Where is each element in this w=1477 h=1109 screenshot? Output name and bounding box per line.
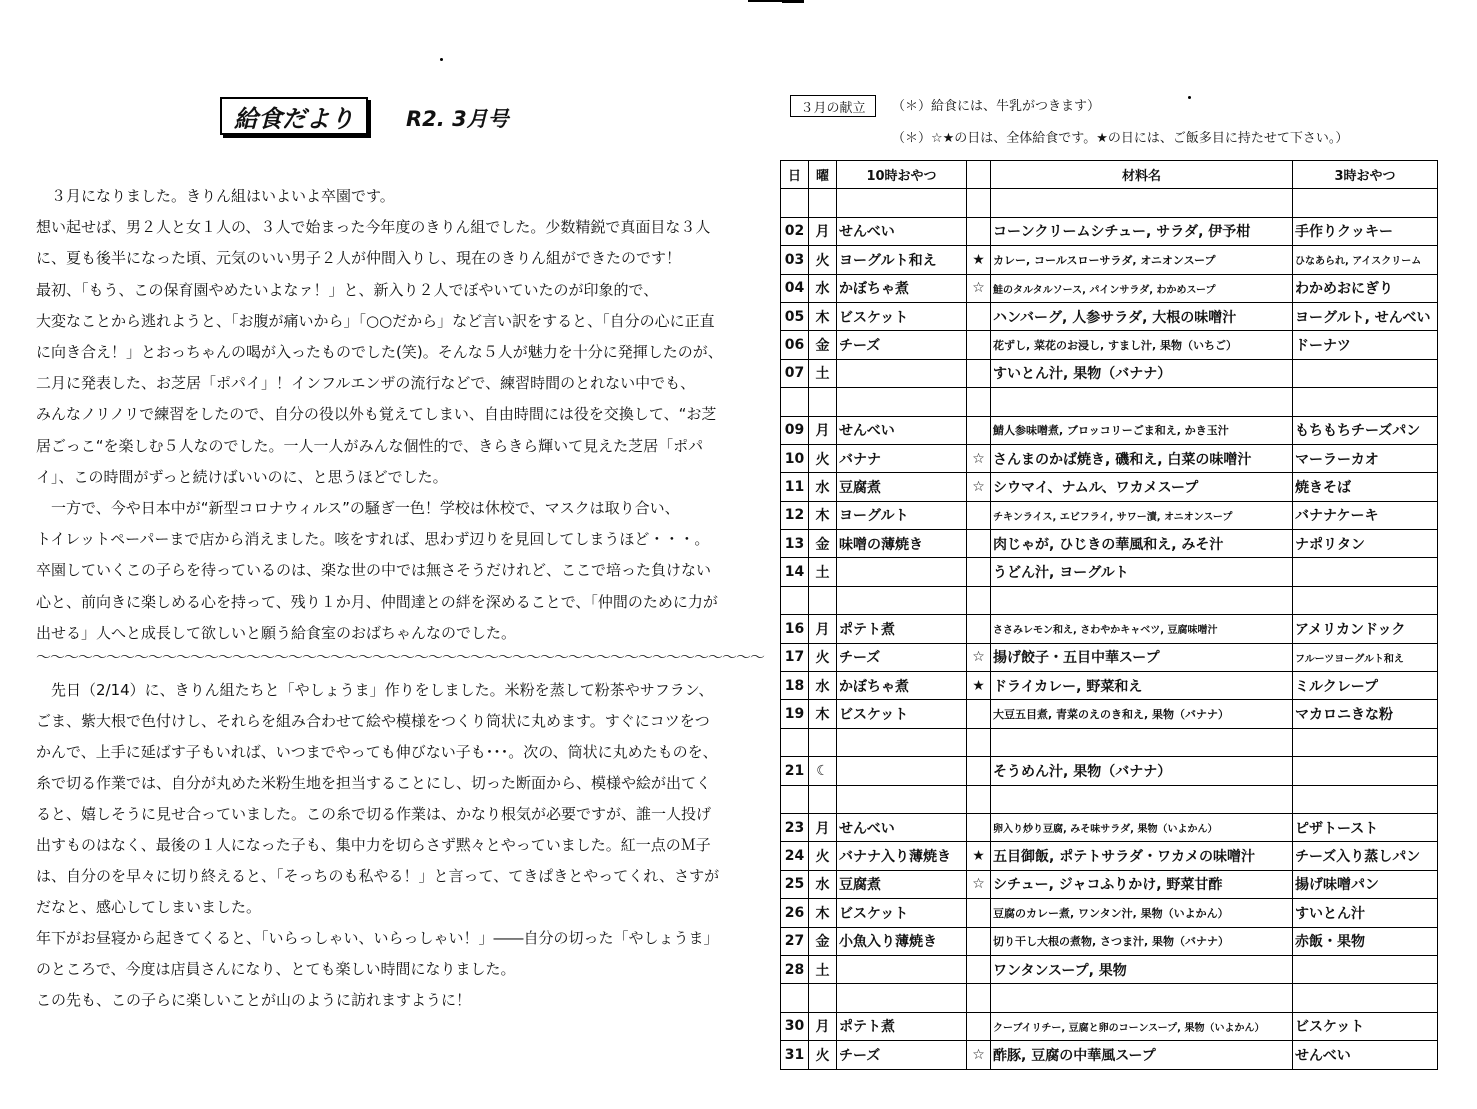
afternoon-snack-cell [1293, 984, 1438, 1012]
afternoon-snack-cell: フルーツヨーグルト和え [1293, 643, 1438, 671]
ingredients-cell: カレー, コールスローサラダ, オニオンスープ [991, 246, 1293, 274]
mark-cell [967, 388, 991, 416]
afternoon-snack-cell [1293, 586, 1438, 614]
weekday-cell: 土 [809, 955, 837, 983]
afternoon-snack-cell: 揚げ味噌パン [1293, 870, 1438, 898]
mark-cell [967, 899, 991, 927]
article-line: 想い起せば、男２人と女１人の、３人で始まった今年度のきりん組でした。少数精鋭で真面目な３人 [36, 218, 711, 237]
day-cell: 26 [781, 899, 809, 927]
day-cell: 13 [781, 530, 809, 558]
weekday-cell: 月 [809, 615, 837, 643]
morning-snack-cell: ビスケット [837, 899, 967, 927]
morning-snack-cell: ビスケット [837, 700, 967, 728]
menu-row [781, 813, 1438, 841]
article-line: 先日（2/14）に、きりん組たちと「やしょうま」作りをしました。米粉を蒸して粉茶やサフラン、 [36, 681, 714, 699]
ingredients-cell: 切り干し大根の煮物, さつま汁, 果物（バナナ） [991, 927, 1293, 955]
header-morning-snack: 10時おやつ [837, 161, 967, 189]
weekday-cell [809, 728, 837, 756]
morning-snack-cell [837, 586, 967, 614]
ingredients-cell: すいとん汁, 果物（バナナ） [991, 359, 1293, 387]
menu-row [781, 728, 1438, 756]
ingredients-cell: シウマイ、ナムル、ワカメスープ [991, 473, 1293, 501]
morning-snack-cell [837, 785, 967, 813]
mark-cell: ★ [967, 246, 991, 274]
morning-snack-cell: ヨーグルト和え [837, 246, 967, 274]
article-line: 心と、前向きに楽しめる心を持って、残り１か月、仲間達との絆を深めることで、「仲間のために力が [36, 592, 718, 611]
mark-cell [967, 586, 991, 614]
morning-snack-cell: 豆腐煮 [837, 870, 967, 898]
day-cell [781, 189, 809, 217]
afternoon-snack-cell: ドーナツ [1293, 331, 1438, 359]
star-note: （＊）☆★の日は、全体給食です。★の日には、ご飯多目に持たせて下さい。） [892, 131, 1349, 146]
article-line: ると、嬉しそうに見せ合っていました。この糸で切る作業は、かなり根気が必要ですが、誰一人投げ [36, 805, 712, 823]
day-cell: 18 [781, 672, 809, 700]
newsletter-page [36, 0, 765, 1109]
ingredients-cell: 豆腐のカレー煮, ワンタン汁, 果物（いよかん） [991, 899, 1293, 927]
weekday-cell: 火 [809, 246, 837, 274]
mark-cell [967, 331, 991, 359]
morning-snack-cell: かぼちゃ煮 [837, 672, 967, 700]
newsletter-title: 給食だより [220, 97, 368, 135]
morning-snack-cell: せんべい [837, 416, 967, 444]
afternoon-snack-cell: ミルクレープ [1293, 672, 1438, 700]
day-cell: 03 [781, 246, 809, 274]
menu-row [781, 359, 1438, 387]
menu-row [781, 1012, 1438, 1040]
mark-cell [967, 558, 991, 586]
menu-row [781, 586, 1438, 614]
menu-label: ３月の献立 [790, 95, 876, 117]
ingredients-cell: ワンタンスープ, 果物 [991, 955, 1293, 983]
day-cell [781, 586, 809, 614]
afternoon-snack-cell: もちもちチーズパン [1293, 416, 1438, 444]
mark-cell [967, 359, 991, 387]
afternoon-snack-cell: 手作りクッキー [1293, 217, 1438, 245]
afternoon-snack-cell: 赤飯・果物 [1293, 927, 1438, 955]
afternoon-snack-cell: 焼きそば [1293, 473, 1438, 501]
ingredients-cell: うどん汁, ヨーグルト [991, 558, 1293, 586]
morning-snack-cell: ポテト煮 [837, 615, 967, 643]
morning-snack-cell [837, 359, 967, 387]
mark-cell [967, 302, 991, 330]
weekday-cell: 水 [809, 870, 837, 898]
day-cell: 04 [781, 274, 809, 302]
menu-row [781, 302, 1438, 330]
ingredients-cell: 酢豚, 豆腐の中華風スープ [991, 1041, 1293, 1069]
afternoon-snack-cell: せんべい [1293, 1041, 1438, 1069]
ingredients-cell: そうめん汁, 果物（バナナ） [991, 757, 1293, 785]
day-cell: 11 [781, 473, 809, 501]
day-cell: 10 [781, 444, 809, 472]
day-cell: 02 [781, 217, 809, 245]
menu-row [781, 927, 1438, 955]
weekday-cell: 金 [809, 530, 837, 558]
article-line: 年下がお昼寝から起きてくると、「いらっしゃい、いらっしゃい！」――自分の切った「やしょうま」 [36, 929, 719, 947]
day-cell: 30 [781, 1012, 809, 1040]
day-cell: 06 [781, 331, 809, 359]
day-cell: 27 [781, 927, 809, 955]
ingredients-cell [991, 785, 1293, 813]
issue-label: R2. 3月号 [406, 107, 509, 131]
mark-cell [967, 615, 991, 643]
article-line: かんで、上手に延ばす子もいれば、いつまでやっても伸びない子も･･･。次の、筒状に丸めたものを、 [36, 743, 718, 761]
header-ingredients: 材料名 [991, 161, 1293, 189]
morning-snack-cell [837, 984, 967, 1012]
ingredients-cell: 大豆五目煮, 青菜のえのき和え, 果物（バナナ） [991, 700, 1293, 728]
afternoon-snack-cell [1293, 558, 1438, 586]
ingredients-cell: ドライカレー, 野菜和え [991, 672, 1293, 700]
menu-row [781, 530, 1438, 558]
header-day: 日 [781, 161, 809, 189]
menu-row [781, 246, 1438, 274]
mark-cell [967, 501, 991, 529]
mark-cell [967, 728, 991, 756]
afternoon-snack-cell: ビスケット [1293, 1012, 1438, 1040]
day-cell: 12 [781, 501, 809, 529]
menu-row [781, 473, 1438, 501]
afternoon-snack-cell [1293, 728, 1438, 756]
weekday-cell [809, 586, 837, 614]
weekday-cell [809, 984, 837, 1012]
ingredients-cell: 揚げ餃子・五目中華スープ [991, 643, 1293, 671]
weekday-cell: 月 [809, 217, 837, 245]
morning-snack-cell: バナナ [837, 444, 967, 472]
day-cell: 23 [781, 813, 809, 841]
afternoon-snack-cell: ヨーグルト, せんべい [1293, 302, 1438, 330]
menu-row [781, 955, 1438, 983]
morning-snack-cell: ヨーグルト [837, 501, 967, 529]
morning-snack-cell [837, 388, 967, 416]
day-cell: 28 [781, 955, 809, 983]
menu-table [780, 160, 1438, 1070]
ingredients-cell: ささみレモン和え, さわやかキャベツ, 豆腐味噌汁 [991, 615, 1293, 643]
weekday-cell: 月 [809, 813, 837, 841]
afternoon-snack-cell: チーズ入り蒸しパン [1293, 842, 1438, 870]
article-line: に、夏も後半になった頃、元気のいい男子２人が仲間入りし、現在のきりん組ができたのです！ [36, 249, 682, 268]
menu-row [781, 757, 1438, 785]
afternoon-snack-cell [1293, 785, 1438, 813]
morning-snack-cell [837, 757, 967, 785]
morning-snack-cell: チーズ [837, 1041, 967, 1069]
wave-divider: ～～～～～～～～～～～～～～～～～～～～～～～～～～～～～～～～～～～～～～～～～～～～～～～～～～～～ [36, 648, 765, 666]
ingredients-cell: チキンライス, エビフライ, サワー漬, オニオンスープ [991, 501, 1293, 529]
mark-cell: ☆ [967, 444, 991, 472]
morning-snack-cell: かぼちゃ煮 [837, 274, 967, 302]
morning-snack-cell [837, 558, 967, 586]
article-line: 最初、「もう、この保育園やめたいよなァ！」と、新入り２人でぼやいていたのが印象的で、 [36, 280, 659, 299]
menu-row [781, 615, 1438, 643]
ingredients-cell: クーブイリチー, 豆腐と卵のコーンスープ, 果物（いよかん） [991, 1012, 1293, 1040]
weekday-cell [809, 757, 837, 785]
morning-snack-cell: せんべい [837, 217, 967, 245]
weekday-cell: 金 [809, 331, 837, 359]
menu-row [781, 501, 1438, 529]
day-cell [781, 785, 809, 813]
menu-row [781, 672, 1438, 700]
mark-cell: ☆ [967, 643, 991, 671]
ingredients-cell: 五目御飯, ポテトサラダ・ワカメの味噌汁 [991, 842, 1293, 870]
weekday-cell: 木 [809, 899, 837, 927]
header-weekday: 曜 [809, 161, 837, 189]
mark-cell [967, 416, 991, 444]
article-line: のところで、今度は店員さんになり、とても楽しい時間になりました。 [36, 960, 516, 978]
mark-cell: ★ [967, 842, 991, 870]
mark-cell: ☆ [967, 274, 991, 302]
ingredients-cell [991, 388, 1293, 416]
article-line: 一方で、今や日本中が“新型コロナウィルス”の騒ぎ一色！学校は休校で、マスクは取り合い、 [36, 499, 680, 517]
article-line: 大変なことから逃れようと、「お腹が痛いから」「○○だから」など言い訳をすると、「自分の心に正直 [36, 311, 715, 330]
weekday-cell: 火 [809, 444, 837, 472]
weekday-cell: 水 [809, 274, 837, 302]
day-cell: 07 [781, 359, 809, 387]
morning-snack-cell: 味噌の薄焼き [837, 530, 967, 558]
mark-cell [967, 813, 991, 841]
mark-cell [967, 530, 991, 558]
article-line: 二月に発表した、お芝居「ポパイ」！インフルエンザの流行などで、練習時間のとれない中でも、 [36, 374, 696, 393]
menu-row [781, 785, 1438, 813]
article-line: ごま、紫大根で色付けし、それらを組み合わせて絵や模様をつくり筒状に丸めます。すぐにコツをつ [36, 712, 710, 730]
afternoon-snack-cell: ナポリタン [1293, 530, 1438, 558]
afternoon-snack-cell [1293, 189, 1438, 217]
day-cell: 14 [781, 558, 809, 586]
weekday-cell: 木 [809, 700, 837, 728]
day-cell [781, 728, 809, 756]
header-mark [967, 161, 991, 189]
day-cell: 16 [781, 615, 809, 643]
day-cell: 09 [781, 416, 809, 444]
day-cell: 21 [781, 757, 809, 785]
day-cell: 19 [781, 700, 809, 728]
menu-page [780, 0, 1440, 1109]
ingredients-cell: ハンバーグ, 人参サラダ, 大根の味噌汁 [991, 302, 1293, 330]
ingredients-cell: 卵入り炒り豆腐, みそ味サラダ, 果物（いよかん） [991, 813, 1293, 841]
day-cell: 17 [781, 643, 809, 671]
weekday-cell: 土 [809, 558, 837, 586]
afternoon-snack-cell: ピザトースト [1293, 813, 1438, 841]
menu-row [781, 1041, 1438, 1069]
mark-cell [967, 700, 991, 728]
morning-snack-cell [837, 189, 967, 217]
article-line: 居ごっこ“を楽しむ５人なのでした。一人一人がみんな個性的で、きらきら輝いて見えた芝居「ポパ [36, 436, 704, 455]
afternoon-snack-cell [1293, 359, 1438, 387]
article-line: は、自分のを早々に切り終えると、「そっちのも私やる！」と言って、てきぱきとやってくれ、さすが [36, 867, 720, 885]
article-line: 出せる」人へと成長して欲しいと願う給食室のおばちゃんなのでした。 [36, 623, 517, 642]
weekday-cell: 火 [809, 842, 837, 870]
menu-row [781, 331, 1438, 359]
mark-cell [967, 927, 991, 955]
morning-snack-cell [837, 728, 967, 756]
holiday-icon: ☾ [816, 762, 829, 779]
weekday-cell: 木 [809, 302, 837, 330]
weekday-cell: 水 [809, 672, 837, 700]
day-cell: 24 [781, 842, 809, 870]
day-cell: 25 [781, 870, 809, 898]
weekday-cell: 水 [809, 473, 837, 501]
menu-row [781, 388, 1438, 416]
afternoon-snack-cell: すいとん汁 [1293, 899, 1438, 927]
afternoon-snack-cell [1293, 388, 1438, 416]
menu-row [781, 984, 1438, 1012]
mark-cell [967, 785, 991, 813]
menu-row [781, 700, 1438, 728]
article-line: この先も、この子らに楽しいことが山のように訪れますように！ [36, 991, 472, 1009]
afternoon-snack-cell: マカロニきな粉 [1293, 700, 1438, 728]
mark-cell [967, 757, 991, 785]
ingredients-cell: さんまのかば焼き, 磯和え, 白菜の味噌汁 [991, 444, 1293, 472]
article-line: 糸で切る作業では、自分が丸めた米粉生地を担当することにし、切った断面から、模様や絵が出てく [36, 774, 712, 792]
morning-snack-cell: チーズ [837, 331, 967, 359]
morning-snack-cell [837, 955, 967, 983]
article-line: ３月になりました。きりん組はいよいよ卒園です。 [36, 187, 395, 205]
morning-snack-cell: 小魚入り薄焼き [837, 927, 967, 955]
article-line: だなと、感心してしまいました。 [36, 898, 262, 916]
menu-row [781, 444, 1438, 472]
morning-snack-cell: ポテト煮 [837, 1012, 967, 1040]
weekday-cell: 火 [809, 643, 837, 671]
menu-row [781, 842, 1438, 870]
article-line: みんなノリノリで練習をしたので、自分の役以外も覚えてしまい、自由時間には役を交換して、“お芝 [36, 405, 717, 424]
article-line: 卒園していくこの子らを待っているのは、楽な世の中では無さそうだけれど、ここで培った負けない [36, 561, 712, 580]
menu-row [781, 643, 1438, 671]
article-line: 出すものはなく、最後の１人になった子も、集中力を切らさず黙々とやっていました。紅一点のＭ子 [36, 836, 711, 854]
ingredients-cell: シチュー, ジャコふりかけ, 野菜甘酢 [991, 870, 1293, 898]
menu-row [781, 899, 1438, 927]
day-cell [781, 388, 809, 416]
afternoon-snack-cell: ひなあられ, アイスクリーム [1293, 246, 1438, 274]
ingredients-cell: 花ずし, 菜花のお浸し, すまし汁, 果物（いちご） [991, 331, 1293, 359]
mark-cell [967, 189, 991, 217]
weekday-cell [809, 189, 837, 217]
afternoon-snack-cell [1293, 757, 1438, 785]
day-cell: 05 [781, 302, 809, 330]
morning-snack-cell: 豆腐煮 [837, 473, 967, 501]
ingredients-cell [991, 728, 1293, 756]
ingredients-cell: 肉じゃが, ひじきの華風和え, みそ汁 [991, 530, 1293, 558]
weekday-cell [809, 388, 837, 416]
ingredients-cell [991, 189, 1293, 217]
weekday-cell: 月 [809, 416, 837, 444]
morning-snack-cell: ビスケット [837, 302, 967, 330]
afternoon-snack-cell: わかめおにぎり [1293, 274, 1438, 302]
ingredients-cell: コーンクリームシチュー, サラダ, 伊予柑 [991, 217, 1293, 245]
weekday-cell: 金 [809, 927, 837, 955]
ingredients-cell: 鮭のタルタルソース, パインサラダ, わかめスープ [991, 274, 1293, 302]
mark-cell [967, 955, 991, 983]
morning-snack-cell: せんべい [837, 813, 967, 841]
ingredients-cell [991, 586, 1293, 614]
ingredients-cell [991, 984, 1293, 1012]
afternoon-snack-cell: マーラーカオ [1293, 444, 1438, 472]
milk-note: （＊）給食には、牛乳がつきます） [892, 99, 1101, 114]
menu-row [781, 274, 1438, 302]
morning-snack-cell: バナナ入り薄焼き [837, 842, 967, 870]
weekday-cell: 火 [809, 1041, 837, 1069]
article-line: トイレットペーパーまで店から消えました。咳をすれば、思わず辺りを見回してしまうほど・・・。 [36, 530, 710, 549]
menu-row [781, 217, 1438, 245]
weekday-cell: 土 [809, 359, 837, 387]
mark-cell: ☆ [967, 870, 991, 898]
mark-cell [967, 984, 991, 1012]
menu-header-row [781, 161, 1438, 189]
article-line: に向き合え！」とおっちゃんの喝が入ったものでした(笑)。そんな５人が魅力を十分に発揮したのが、 [36, 343, 723, 361]
weekday-cell: 木 [809, 501, 837, 529]
weekday-cell: 月 [809, 1012, 837, 1040]
menu-row [781, 558, 1438, 586]
menu-row [781, 870, 1438, 898]
header-afternoon-snack: 3時おやつ [1293, 161, 1438, 189]
afternoon-snack-cell [1293, 955, 1438, 983]
mark-cell [967, 1012, 991, 1040]
morning-snack-cell: チーズ [837, 643, 967, 671]
weekday-cell [809, 785, 837, 813]
afternoon-snack-cell: バナナケーキ [1293, 501, 1438, 529]
day-cell [781, 984, 809, 1012]
article-line: イ」、この時間がずっと続けばいいのに、と思うほどでした。 [36, 467, 448, 486]
menu-row [781, 416, 1438, 444]
afternoon-snack-cell: アメリカンドック [1293, 615, 1438, 643]
mark-cell [967, 217, 991, 245]
menu-row [781, 189, 1438, 217]
mark-cell: ☆ [967, 1041, 991, 1069]
mark-cell: ★ [967, 672, 991, 700]
ingredients-cell: 鯖人参味噌煮, ブロッコリーごま和え, かき玉汁 [991, 416, 1293, 444]
mark-cell: ☆ [967, 473, 991, 501]
day-cell: 31 [781, 1041, 809, 1069]
